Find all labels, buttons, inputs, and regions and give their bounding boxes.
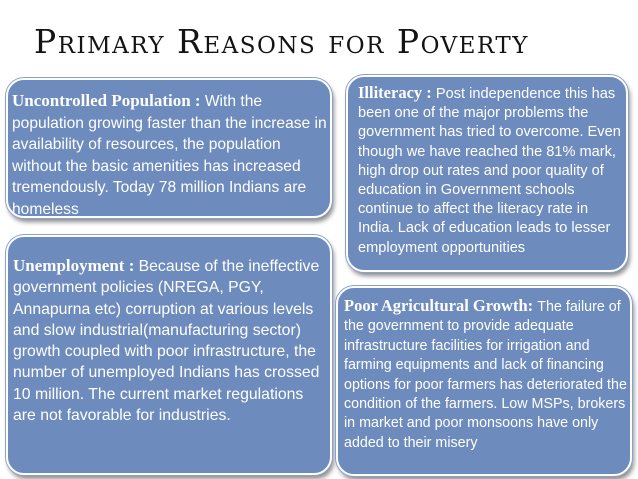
unemployment-text bbox=[13, 255, 330, 426]
agriculture-text bbox=[344, 296, 628, 453]
population-text bbox=[12, 90, 330, 218]
illiteracy-text bbox=[358, 83, 622, 258]
illiteracy-body: Post independence this has been one of the major problems the government has tried to overcome. Even though we have reached the 81% mark, high drop out rates and poor quality of education in Government schools continue to affect the literacy rate in India. Lack of education leads to lesser employment opportunities bbox=[358, 86, 621, 256]
slide-title: Primary Reasons for Poverty bbox=[34, 22, 529, 61]
unemployment-heading: Unemployment : bbox=[13, 256, 139, 275]
population-heading: Uncontrolled Population : bbox=[12, 91, 205, 110]
population-body: With the population growing faster than the increase in availability of resources, the population without the basic amenities has increased tremendously. Today 78 million Indians are homeless bbox=[12, 93, 327, 218]
population-card bbox=[6, 78, 332, 218]
agriculture-card bbox=[336, 286, 632, 476]
illiteracy-card bbox=[346, 75, 628, 272]
agriculture-body: The failure of the government to provide adequate infrastructure facilities for irrigation and farming equipments and lack of financing options for poor farmers has deteriorated the condition of the farmers. Low MSPs, brokers in market and poor monsoons have only added to their misery bbox=[344, 299, 627, 451]
unemployment-body: Because of the ineffective government policies (NREGA, PGY, Annapurna etc) corruption at various levels and slow industrial(manufacturing sector) growth coupled with poor infrastructure, the number of unemployed Indians has crossed 10 million. The current market regulations are not favorable for industries. bbox=[13, 258, 320, 425]
unemployment-card bbox=[6, 235, 332, 475]
illiteracy-heading: Illiteracy : bbox=[358, 83, 436, 102]
agriculture-heading: Poor Agricultural Growth: bbox=[344, 296, 538, 315]
